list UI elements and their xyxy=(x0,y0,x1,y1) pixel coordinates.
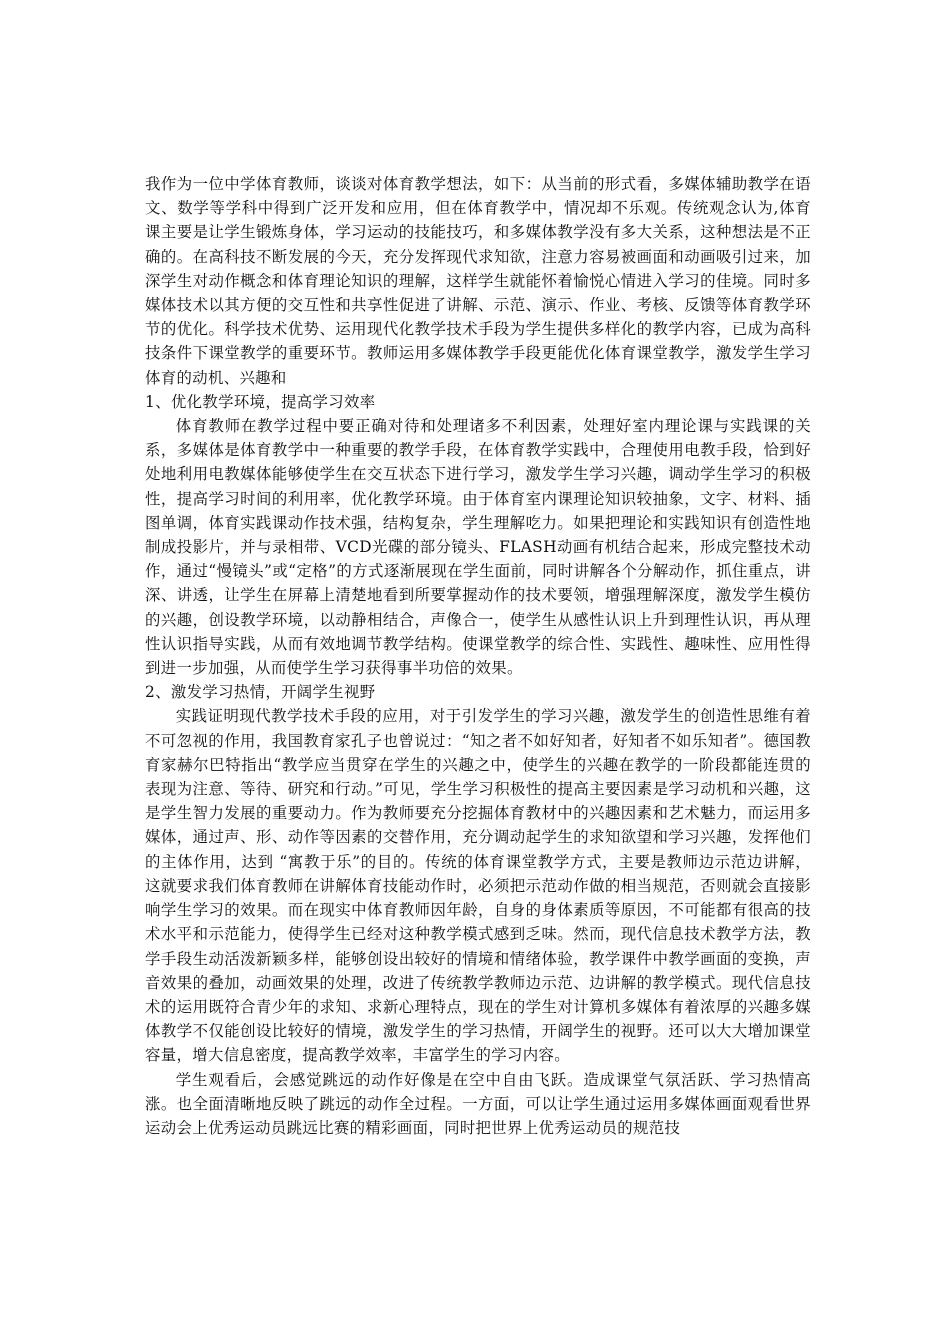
intro-paragraph: 我作为一位中学体育教师，谈谈对体育教学想法，如下：从当前的形式看，多媒体辅助教学在语文、数学等学科中得到广泛开发和应用，但在体育教学中，情况却不乐观。传统观念认为,体育课主要是让学生锻炼身体，学习运动的技能技巧，和多媒体教学没有多大关系，这种想法是不正确的。在高科技不断发展的今天，充分发挥现代求知欲，注意力容易被画面和动画吸引过来，加深学生对动作概念和体育理论知识的理解，这样学生就能怀着愉悦心情进入学习的佳境。同时多媒体技术以其方便的交互性和共享性促进了讲解、示范、演示、作业、考核、反馈等体育教学环节的优化。科学技术优势、运用现代化教学技术手段为学生提供多样化的教学内容，已成为高科技条件下课堂教学的重要环节。教师运用多媒体教学手段更能优化体育课堂教学，激发学生学习体育的动机、兴趣和 xyxy=(145,175,811,387)
document-page xyxy=(145,172,811,1140)
section-2-heading: 2、激发学习热情，开阔学生视野 xyxy=(145,683,376,702)
section-2-paragraph: 实践证明现代教学技术手段的应用，对于引发学生的学习兴趣，激发学生的创造性思维有着不可忽视的作用，我国教育家孔子也曾说过：“知之者不如好知者，好知者不如乐知者”。德国教育家赫尔巴特指出“教学应当贯穿在学生的兴趣之中，使学生的兴趣在教学的一阶段都能连贯的表现为注意、等待、研究和行动。”可见，学生学习积极性的提高主要因素是学习动机和兴趣，这是学生智力发展的重要动力。作为教师要充分挖掘体育教材中的兴趣因素和艺术魅力，而运用多媒体，通过声、形、动作等因素的交替作用，充分调动起学生的求知欲望和学习兴趣，发挥他们的主体作用，达到 “寓教于乐”的目的。传统的体育课堂教学方式，主要是教师边示范边讲解，这就要求我们体育教师在讲解体育技能动作时，必须把示范动作做的相当规范，否则就会直接影响学生学习的效果。而在现实中体育教师因年龄，自身的身体素质等原因，不可能都有很高的技术水平和示范能力，使得学生已经对这种教学模式感到乏味。然而，现代信息技术教学方法，教学手段生动活泼新颖多样，能够创设出较好的情境和情绪体验，教学课件中教学画面的变换，声音效果的叠加，动画效果的处理，改进了传统教学教师边示范、边讲解的教学模式。现代信息技术的运用既符合青少年的求知、求新心理特点，现在的学生对计算机多媒体有着浓厚的兴趣多媒体教学不仅能创设比较好的情境，激发学生的学习热情，开阔学生的视野。还可以大大增加课堂容量，增大信息密度，提高教学效率，丰富学生的学习内容。 xyxy=(145,707,811,1065)
section-1-paragraph: 体育教师在教学过程中要正确对待和处理诸多不利因素，处理好室内理论课与实践课的关系，多媒体是体育教学中一种重要的教学手段，在体育教学实践中，合理使用电教手段，恰到好处地利用电教媒体能够使学生在交互状态下进行学习，激发学生学习兴趣，调动学生学习的积极性，提高学习时间的利用率，优化教学环境。由于体育室内课理论知识较抽象，文字、材料、插图单调，体育实践课动作技术强，结构复杂，学生理解吃力。如果把理论和实践知识有创造性地制成投影片，并与录相带、VCD光碟的部分镜头、FLASH动画有机结合起来，形成完整技术动作，通过“慢镜头”或“定格”的方式逐渐展现在学生面前，同时讲解各个分解动作，抓住重点，讲深、讲透，让学生在屏幕上清楚地看到所要掌握动作的技术要领，增强理解深度，激发学生模仿的兴趣，创设教学环境，以动静相结合，声像合一，使学生从感性认识上升到理性认识，再从理性认识指导实践，从而有效地调节教学结构。使课堂教学的综合性、实践性、趣味性、应用性得到进一步加强，从而使学生学习获得事半功倍的效果。 xyxy=(145,417,811,678)
section-1-heading: 1、优化教学环境，提高学习效率 xyxy=(145,392,376,411)
section-2-paragraph-continued: 学生观看后，会感觉跳远的动作好像是在空中自由飞跃。造成课堂气氛活跃、学习热情高涨。也全面清晰地反映了跳远的动作全过程。一方面，可以让学生通过运用多媒体画面观看世界运动会上优秀运动员跳远比赛的精彩画面，同时把世界上优秀运动员的规范技 xyxy=(145,1070,811,1137)
